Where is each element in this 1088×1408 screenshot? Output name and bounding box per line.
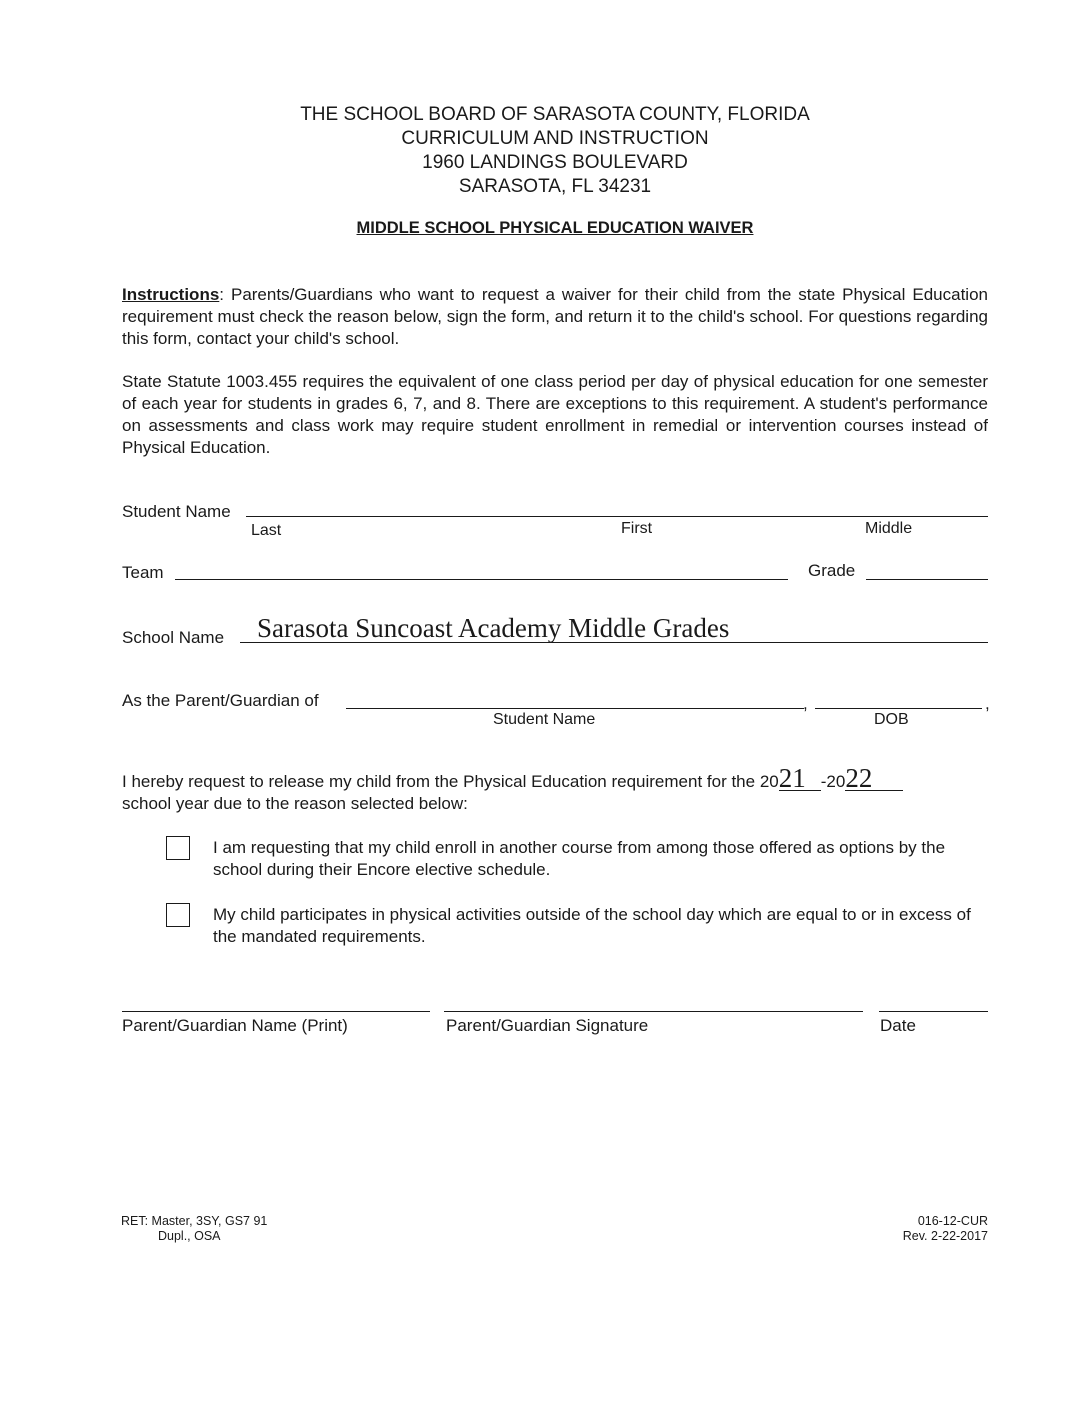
request-sentence xyxy=(122,763,903,796)
parent-of-student-line[interactable] xyxy=(346,708,804,709)
guardian-signature-label: Parent/Guardian Signature xyxy=(446,1016,649,1035)
statute-paragraph: State Statute 1003.455 requires the equivalent of one class period per day of physical education for one semester of each year for students in grades 6, 7, and 8. There are exceptions to this requirement. A student's performance on assessments and class work may require student enrollment in remedial or intervention courses instead of Physical Education. xyxy=(122,372,988,457)
school-name-label: School Name xyxy=(122,628,225,647)
letterhead-line-1: THE SCHOOL BOARD OF SARASOTA COUNTY, FLORIDA xyxy=(300,104,810,125)
letterhead-line-3: 1960 LANDINGS BOULEVARD xyxy=(422,152,688,173)
option-1-checkbox[interactable] xyxy=(166,836,190,860)
guardian-name-label: Parent/Guardian Name (Print) xyxy=(122,1016,348,1035)
instructions-text: : Parents/Guardians who want to request a waiver for their child from the state Physical Education requirement must check the reason below, sign the form, and return it to the child's school. For questions regarding this form, contact your child's school. xyxy=(122,285,988,348)
first-name-sublabel: First xyxy=(621,520,653,537)
year-1-value: 21 xyxy=(779,766,821,791)
guardian-name-line[interactable] xyxy=(122,1011,430,1012)
option-1-text: I am requesting that my child enroll in another course from among those offered as options by the school during their Encore elective schedule. xyxy=(213,838,946,879)
comma-1: , xyxy=(803,694,808,713)
dob-line[interactable] xyxy=(815,708,982,709)
student-name-label: Student Name xyxy=(122,502,231,521)
letterhead-line-4: SARASOTA, FL 34231 xyxy=(458,176,652,197)
grade-label: Grade xyxy=(808,561,856,580)
retention-line-2: Dupl., OSA xyxy=(158,1229,221,1243)
date-line[interactable] xyxy=(879,1011,988,1012)
year-2-value: 22 xyxy=(845,766,903,791)
request-sentence-line-2: school year due to the reason selected below: xyxy=(122,794,468,813)
grade-line[interactable] xyxy=(866,579,988,580)
year-dash: -20 xyxy=(820,772,846,791)
letterhead xyxy=(0,103,1088,199)
form-title: MIDDLE SCHOOL PHYSICAL EDUCATION WAIVER xyxy=(356,219,754,237)
last-name-sublabel: Last xyxy=(251,522,282,539)
date-label: Date xyxy=(880,1016,916,1035)
instructions-paragraph xyxy=(122,284,988,350)
footer-right xyxy=(888,1214,988,1244)
parent-of-label: As the Parent/Guardian of xyxy=(122,691,319,710)
option-2-checkbox[interactable] xyxy=(166,903,190,927)
letterhead-line-2: CURRICULUM AND INSTRUCTION xyxy=(401,128,709,149)
revision-date: Rev. 2-22-2017 xyxy=(902,1229,988,1243)
comma-2: , xyxy=(985,694,990,713)
middle-name-sublabel: Middle xyxy=(865,520,913,537)
student-name-sublabel: Student Name xyxy=(493,711,596,728)
retention-line-1: RET: Master, 3SY, GS7 91 xyxy=(121,1214,268,1228)
request-text: I hereby request to release my child from the Physical Education requirement for the 20 xyxy=(122,772,779,791)
footer-left xyxy=(121,1214,267,1244)
student-name-line[interactable] xyxy=(246,516,988,517)
option-2-text: My child participates in physical activities outside of the school day which are equal to or in excess of the mandated requirements. xyxy=(213,905,971,946)
instructions-label: Instructions xyxy=(122,285,220,304)
form-number: 016-12-CUR xyxy=(917,1214,988,1228)
team-line[interactable] xyxy=(175,579,788,580)
dob-sublabel: DOB xyxy=(874,711,909,728)
guardian-signature-line[interactable] xyxy=(444,1011,863,1012)
school-name-value: Sarasota Suncoast Academy Middle Grades xyxy=(257,613,730,643)
team-label: Team xyxy=(122,563,164,582)
